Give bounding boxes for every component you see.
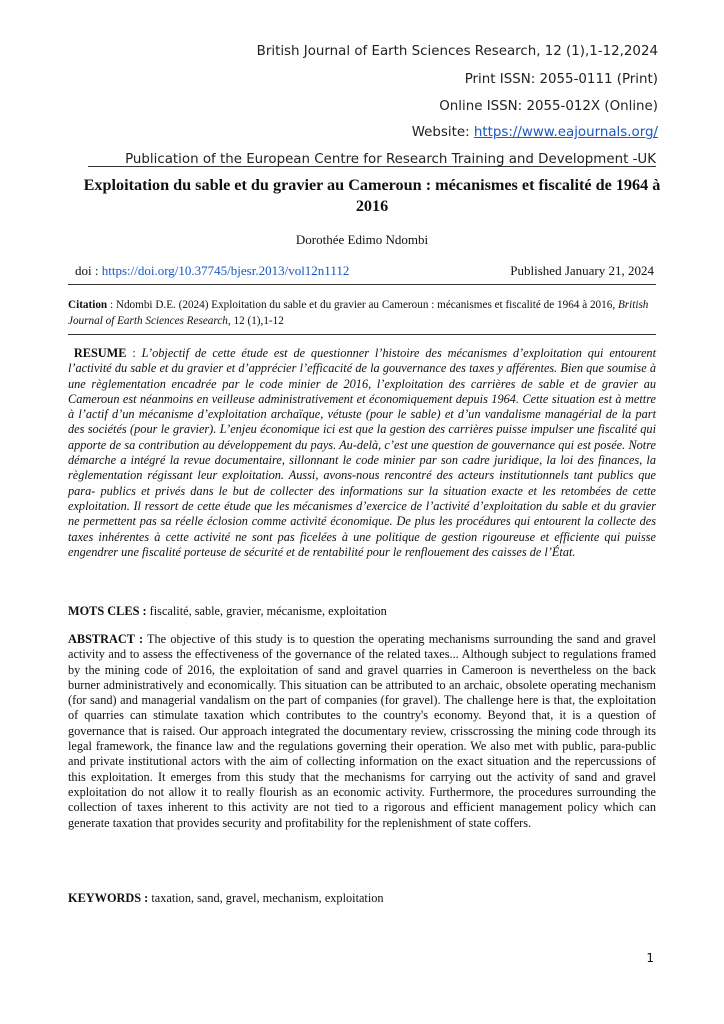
- citation-top-rule: [68, 284, 656, 285]
- doi-link[interactable]: https://doi.org/10.37745/bjesr.2013/vol12n1112: [101, 263, 350, 278]
- citation-text: : Ndombi D.E. (2024) Exploitation du sable et du gravier au Cameroun : mécanismes et fiscalité de 1964 à 2016,: [107, 299, 618, 311]
- mots-cles-section: [68, 604, 656, 619]
- citation-label: Citation: [68, 299, 108, 311]
- article-title: Exploitation du sable et du gravier au Cameroun : mécanismes et fiscalité de 1964 à 2016: [83, 176, 661, 215]
- resume-separator: :: [126, 346, 142, 360]
- resume-label: RESUME: [73, 346, 127, 360]
- keywords-section: [68, 891, 656, 906]
- doi-label: doi :: [75, 263, 102, 278]
- citation-volume: , 12 (1),1-12: [227, 315, 284, 327]
- abstract-section: [68, 632, 656, 831]
- citation-journal: British Journal of Earth Sciences Research: [68, 299, 649, 327]
- website-line: [412, 125, 658, 140]
- resume-text: L’objectif de cette étude est de questionner l’histoire des mécanismes d’exploitation qui entourent l’activité du sable et du gravier et d’apprécier l’efficacité de la gouvernance des taxes y afférentes. Bien que soumise à une règlementation encadrée par le code minier de 2016, l’exploitation des carrières de sable et de gravier au Cameroun est néanmoins en veilleuse administrativement et économiquement depuis 1964. Cette situation est à mettre à l’actif d’un mécanisme d’exploitation archaïque, vétuste (pour le sable) et d’un vandalisme managérial de la part des sociétés (pour le gravier). L’enjeu économique ici est que la gestion des carrières puisse impulser une fiscalité qui apporte de sa contribution au développement du pays. Au-delà, c’est une question de gouvernance qui est posée. Notre démarche a intégré la revue documentaire, sillonnant le code minier par son cadre juridique, la loi des finances, la règlementation régissant leur exploitation. Aussi, avons-nous rencontré des acteurs institutionnels tant publics que para- publics et privés dans le but de collecter des informations sur la situation exacte et les retombées de cette exploitation. Il ressort de cette étude que les mécanismes d’exercice de l’activité d’exploitation du sable et du gravier ne permettent pas sa réelle éclosion comme activité économique. De plus les procédures qui entourent la collecte des taxes inhérentes à cette activité ne sont pas ficelées à une politique de gestion rigoureuse et efficiente qui puisse engendrer une fiscalité porteuse de sécurité et de rentabilité pour le renflouement des caisses de l’État.: [68, 346, 656, 559]
- mots-cles-label: MOTS CLES :: [68, 604, 147, 618]
- abstract-label: ABSTRACT :: [68, 632, 144, 646]
- abstract-text: The objective of this study is to question the operating mechanisms surrounding the sand and gravel activity and to assess the effectiveness of the governance of the related taxes... Although subject to regulations framed by the mining code of 2016, the exploitation of sand and gravel quarries in Cameroon is nevertheless on the back burner administratively and economically. This situation can be attributed to an archaic, obsolete operating mechanism (for sand) and managerial vandalism on the part of companies (for gravel). The challenge here is that, the exploitation of quarries can stimulate taxation which contributes to the country's economy. Beyond that, it is a question of governance that is raised. Our approach integrated the documentary review, crisscrossing the mining code through its legal framework, the finance law and the regulations governing their operation. We also met with public, para-public and private institutional actors with the aim of collecting information on the exact situation and the repercussions of this exploitation. It emerges from this study that the mechanisms for carrying out the activity of sand and gravel exploitation do not allow it to really flourish as an economic activity. Furthermore, the procedures surrounding the collection of taxes inherent to this activity are not tied to a rigorous and efficient management policy which can generate taxation that provides security and profitability for the replenishment of state coffers.: [68, 632, 656, 830]
- keywords-text: taxation, sand, gravel, mechanism, exploitation: [148, 891, 384, 905]
- online-issn: Online ISSN: 2055-012X (Online): [439, 99, 658, 114]
- citation-bottom-rule: [68, 334, 656, 335]
- citation-block: [68, 297, 656, 329]
- keywords-label: KEYWORDS :: [68, 891, 149, 905]
- page-number: 1: [646, 951, 654, 965]
- website-link[interactable]: https://www.eajournals.org/: [473, 125, 658, 140]
- journal-line: British Journal of Earth Sciences Research, 12 (1),1-12,2024: [256, 44, 658, 59]
- article-author: Dorothée Edimo Ndombi: [295, 232, 429, 247]
- header-divider: [88, 166, 656, 167]
- mots-cles-text: fiscalité, sable, gravier, mécanisme, exploitation: [146, 604, 387, 618]
- publisher-line: Publication of the European Centre for Research Training and Development -UK: [125, 152, 656, 167]
- website-label: Website:: [411, 125, 474, 140]
- doi-line: [75, 263, 349, 279]
- published-date: Published January 21, 2024: [510, 263, 654, 278]
- print-issn: Print ISSN: 2055-0111 (Print): [464, 72, 658, 87]
- resume-section: [68, 346, 656, 560]
